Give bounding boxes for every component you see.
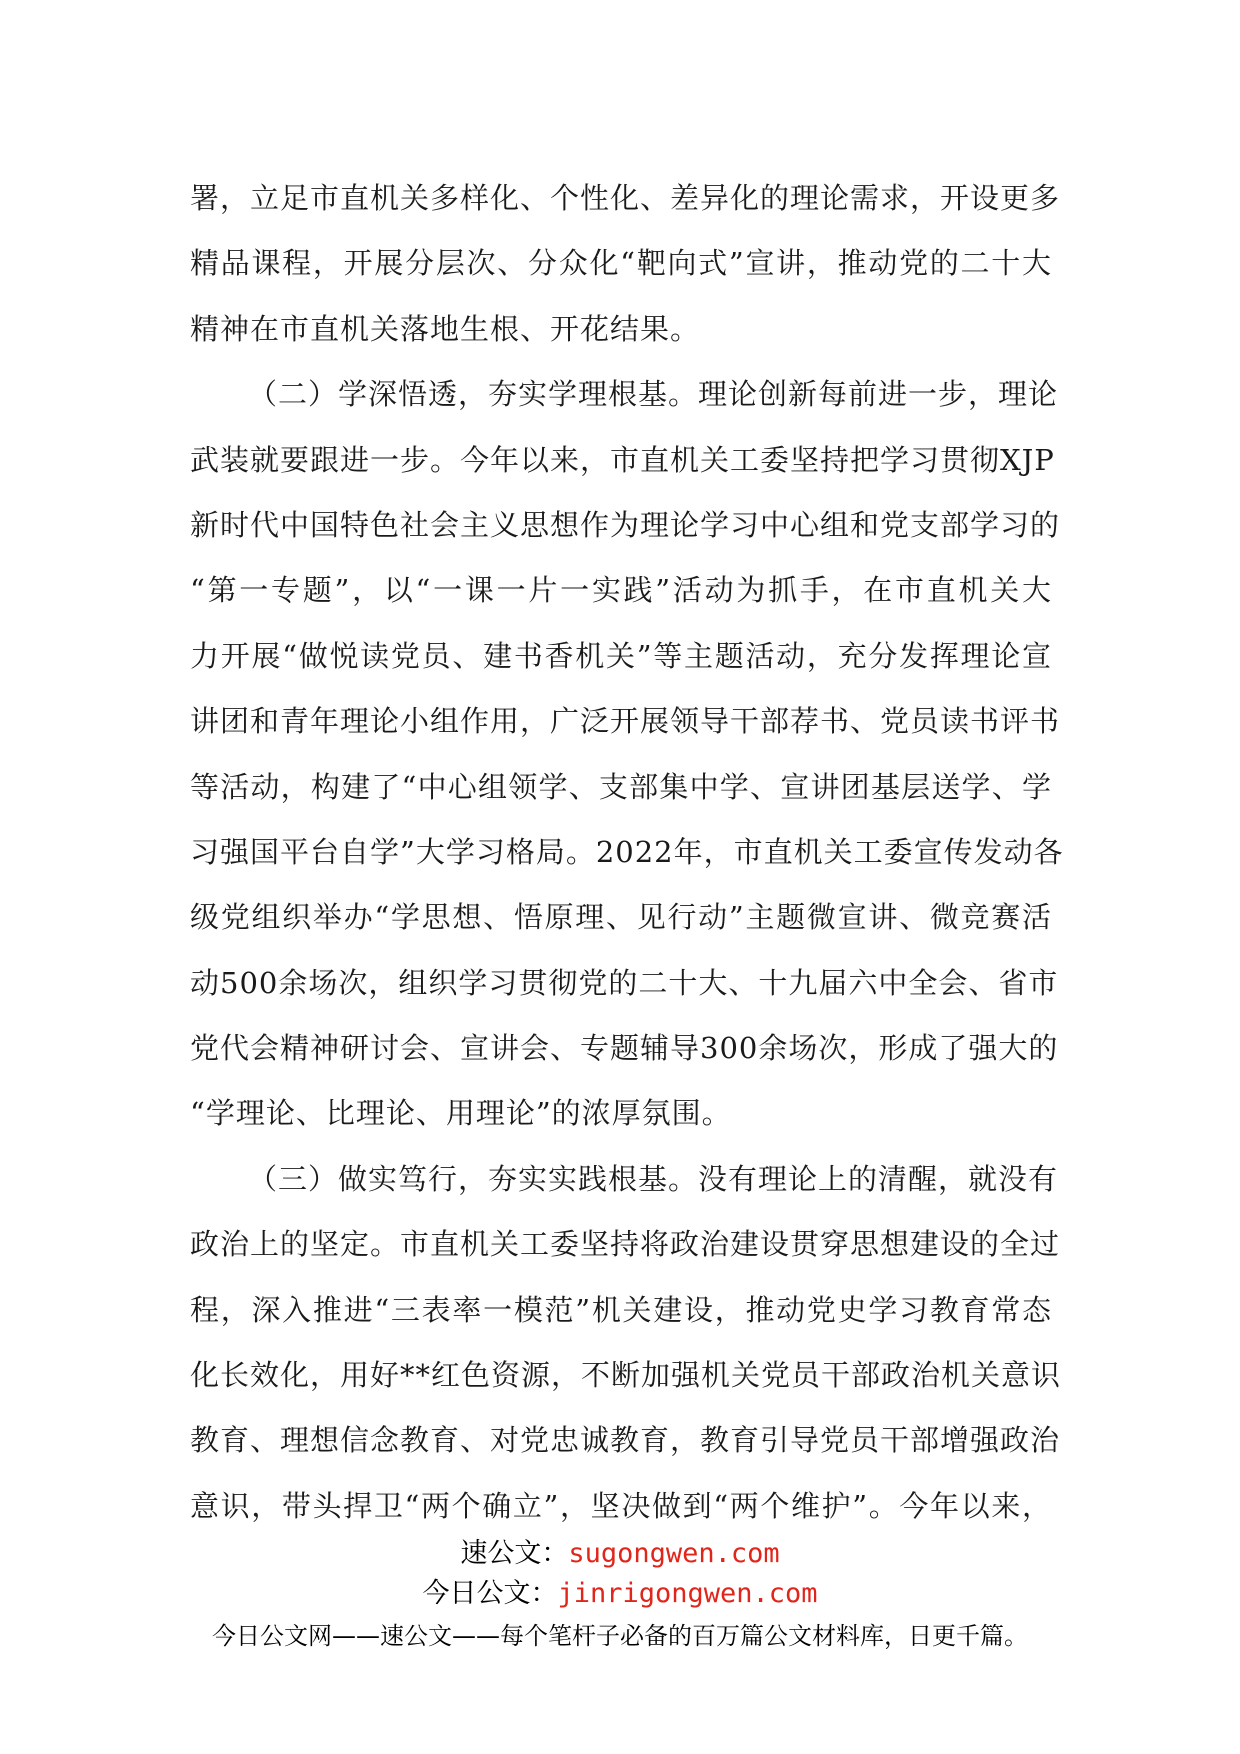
paragraph-line: 力开展“做悦读党员、建书香机关”等主题活动，充分发挥理论宣 [190,638,1052,673]
paragraph-line: 化长效化，用好**红色资源，不断加强机关党员干部政治机关意识 [190,1358,1062,1393]
footer-site-line-1 [0,1534,1240,1574]
paragraph-line: 精品课程，开展分层次、分众化“靶向式”宣讲，推动党的二十大 [190,246,1052,281]
footer-watermark [0,1534,1240,1656]
section-heading-line: （三）做实笃行，夯实实践根基。没有理论上的清醒，就没有 [248,1161,1059,1196]
footer-label-2: 今日公文： [422,1578,558,1609]
paragraph-line: 署，立足市直机关多样化、个性化、差异化的理论需求，开设更多 [190,181,1061,215]
paragraph-line: 武装就要跟进一步。今年以来，市直机关工委坚持把学习贯彻XJP [190,442,1055,477]
paragraph-line: 习强国平台自学”大学习格局。2022年，市直机关工委宣传发动各 [190,834,1064,869]
paragraph-line: “学理论、比理论、用理论”的浓厚氛围。 [190,1096,732,1131]
paragraph-line: 程，深入推进“三表率一模范”机关建设，推动党史学习教育常态 [190,1292,1052,1327]
paragraph-line: 级党组织举办“学思想、悟原理、见行动”主题微宣讲、微竞赛活 [190,900,1052,935]
paragraph-line: 新时代中国特色社会主义思想作为理论学习中心组和党支部学习的 [190,507,1061,542]
paragraph-line: 党代会精神研讨会、宣讲会、专题辅导300余场次，形成了强大的 [190,1031,1059,1066]
paragraph-line: 讲团和青年理论小组作用，广泛开展领导干部荐书、党员读书评书 [190,704,1061,739]
footer-site-line-2 [0,1574,1240,1614]
paragraph-line: 意识，带头捍卫“两个确立”，坚决做到“两个维护”。今年以来， [190,1488,1052,1523]
paragraph-line: 精神在市直机关落地生根、开花结果。 [190,311,701,346]
paragraph-line: 等活动，构建了“中心组领学、支部集中学、宣讲团基层送学、学 [190,769,1052,804]
footer-link-sugongwen[interactable]: sugongwen.com [568,1538,780,1569]
paragraph-line: 教育、理想信念教育、对党忠诚教育，教育引导党员干部增强政治 [190,1423,1061,1458]
section-heading-line: （二）学深悟透，夯实学理根基。理论创新每前进一步，理论 [248,377,1059,412]
footer-tagline: 今日公文网——速公文——每个笔杆子必备的百万篇公文材料库，日更千篇。 [212,1622,1028,1650]
paragraph-line: 动500余场次，组织学习贯彻党的二十大、十九届六中全会、省市 [190,965,1059,1000]
document-body [190,166,1064,1539]
paragraph-line: “第一专题”，以“一课一片一实践”活动为抓手，在市直机关大 [190,573,1052,608]
paragraph-line: 政治上的坚定。市直机关工委坚持将政治建设贯穿思想建设的全过 [190,1227,1061,1262]
footer-label-1: 速公文： [460,1538,569,1569]
footer-link-jinrigongwen[interactable]: jinrigongwen.com [557,1578,818,1609]
